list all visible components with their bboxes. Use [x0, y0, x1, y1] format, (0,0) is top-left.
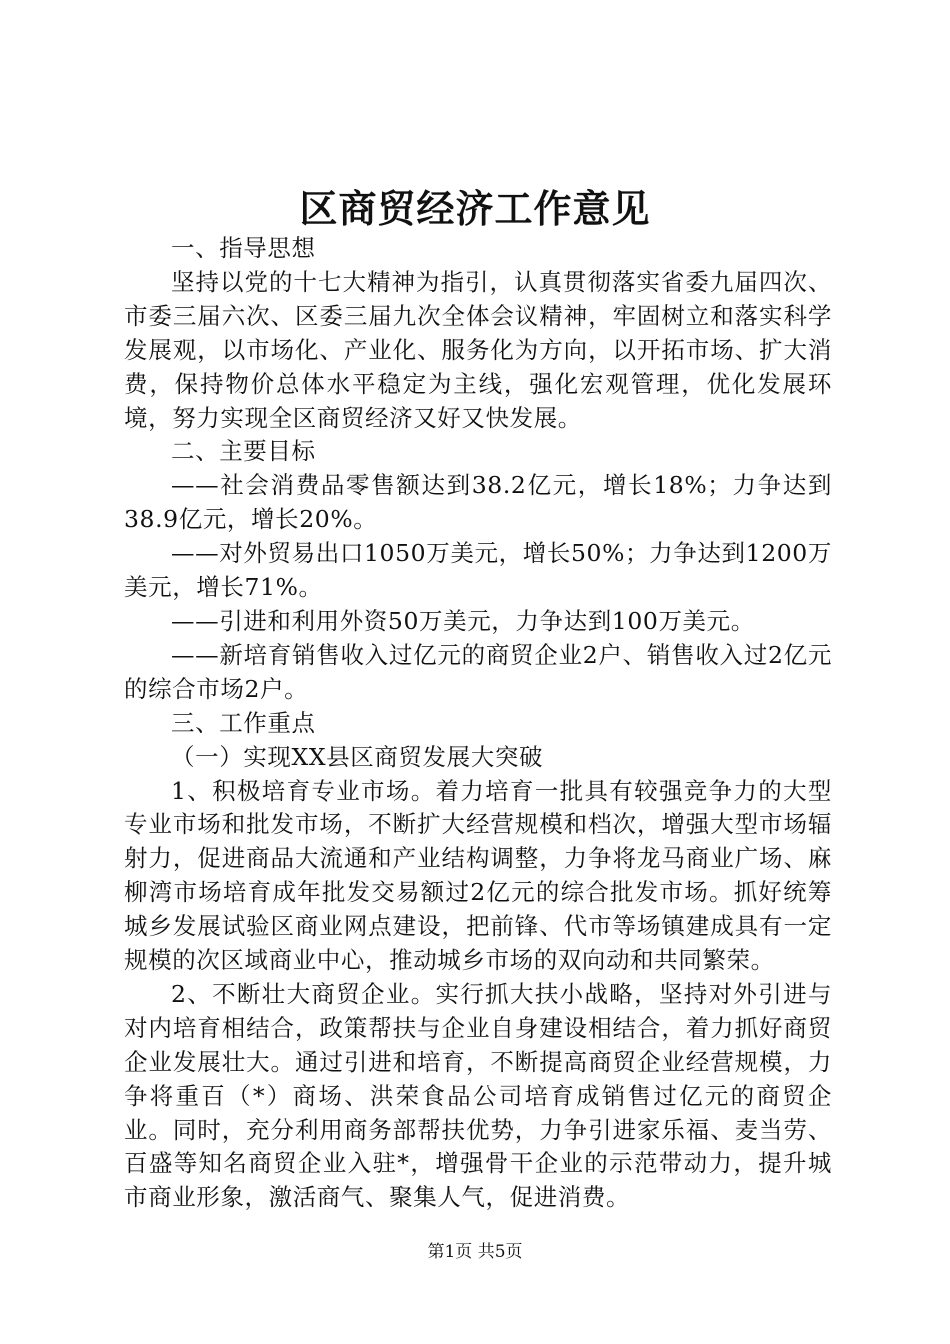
document-body — [124, 232, 832, 1215]
paragraph-professional-markets: 1、积极培育专业市场。着力培育一批具有较强竞争力的大型专业市场和批发市场，不断扩大经营规模和档次，增强大型市场辐射力，促进商品大流通和产业结构调整，力争将龙马商业广场、麻柳湾市场培育成年批发交易额过2亿元的综合批发市场。抓好统筹城乡发展试验区商业网点建设，把前锋、代市等场镇建成具有一定规模的次区域商业中心，推动城乡市场的双向动和共同繁荣。 — [124, 776, 832, 975]
document-title: 区商贸经济工作意见 — [299, 186, 651, 231]
section-heading-main-goals: 二、主要目标 — [171, 437, 316, 466]
goal-foreign-investment: ——引进和利用外资50万美元，力争达到100万美元。 — [171, 606, 755, 635]
section-heading-guiding-thought: 一、指导思想 — [171, 234, 316, 262]
subsection-heading-breakthrough: （一）实现XX县区商贸发展大突破 — [171, 742, 544, 771]
goal-enterprises: ——新培育销售收入过亿元的商贸企业2户、销售收入过2亿元的综合市场2户。 — [124, 640, 832, 703]
paragraph-commercial-enterprises: 2、不断壮大商贸企业。实行抓大扶小战略，坚持对外引进与对内培育相结合，政策帮扶与企业自身建设相结合，着力抓好商贸企业发展壮大。通过引进和培育，不断提高商贸企业经营规模，力争将重百（*）商场、洪荣食品公司培育成销售过亿元的商贸企业。同时，充分利用商务部帮扶优势，力争引进家乐福、麦当劳、百盛等知名商贸企业入驻*，增强骨干企业的示范带动力，提升城市商业形象，激活商气、聚集人气，促进消费。 — [124, 979, 832, 1212]
page-number: 第1页 共5页 — [427, 1242, 523, 1262]
paragraph-guiding-thought: 坚持以党的十七大精神为指引，认真贯彻落实省委九届四次、市委三届六次、区委三届九次全体会议精神，牢固树立和落实科学发展观，以市场化、产业化、服务化为方向，以开拓市场、扩大消费，保持物价总体水平稳定为主线，强化宏观管理，优化发展环境，努力实现全区商贸经济又好又快发展。 — [124, 267, 832, 432]
goal-foreign-trade: ——对外贸易出口1050万美元，增长50%；力争达到1200万美元，增长71%。 — [124, 539, 832, 602]
section-heading-key-work: 三、工作重点 — [171, 708, 316, 737]
goal-retail-sales: ——社会消费品零售额达到38.2亿元，增长18%；力争达到38.9亿元，增长20%。 — [124, 471, 832, 534]
